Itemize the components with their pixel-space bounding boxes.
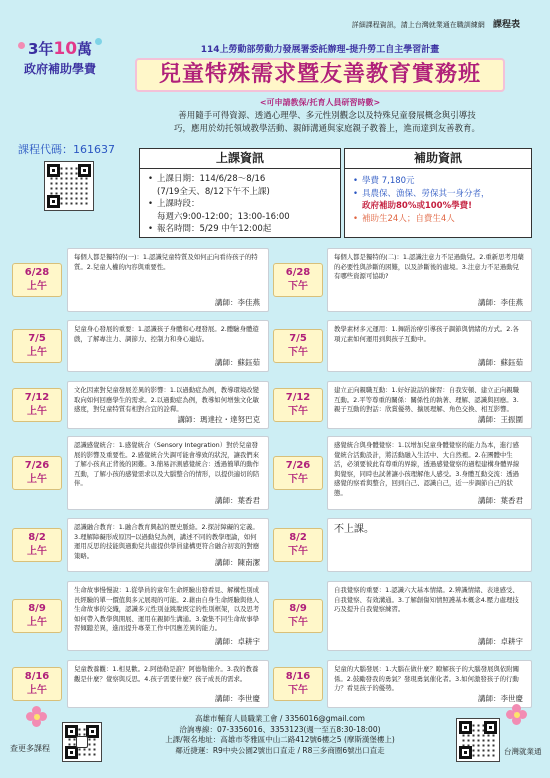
session-card-am bbox=[67, 660, 269, 708]
session-card-am bbox=[67, 320, 269, 372]
quota: • 補助生24人；自費生4人 bbox=[353, 213, 523, 226]
lecturer-name: 講師：蘇鈺茹 bbox=[215, 357, 260, 367]
signup-qr-code[interactable] bbox=[44, 161, 94, 211]
more-courses-qr-code[interactable] bbox=[62, 722, 102, 762]
subsidy-info-box bbox=[344, 148, 532, 238]
session-content: 自我覺察的重要：1.認識六大基本情緒。2.辨識情緒、表達感受、自我覺察、有效溝通。3.了解創傷知情照護基本概念4.壓力處理技巧及提升自我覺察練習。 bbox=[334, 586, 519, 613]
subsidy-line2: 政府補助學費 bbox=[23, 62, 96, 76]
class-date-note: (7/19全天、8/12下午不上課) bbox=[157, 186, 270, 197]
date-am bbox=[12, 599, 62, 633]
session-content: 每個人都是獨特的(一)：1.認識兒童特質及如何正向看待孩子的特質。2.兒童人權的內容與重要性。 bbox=[74, 253, 258, 271]
date-am bbox=[12, 263, 62, 297]
session-card-pm bbox=[327, 320, 532, 372]
date-am bbox=[12, 329, 62, 363]
class-date: • 上課日期：114/6/28～8/16 bbox=[148, 173, 332, 186]
date-pm bbox=[273, 599, 323, 633]
lecturer-name: 講師：李世慶 bbox=[215, 693, 260, 703]
session-card-pm bbox=[327, 381, 532, 429]
date-label: 8/2 bbox=[289, 532, 307, 543]
lecturer-name: 講師：葉香君 bbox=[478, 495, 523, 505]
session-card-pm bbox=[327, 660, 532, 708]
page-title: 兒童特殊需求暨友善教育實務班 bbox=[135, 58, 505, 92]
date-label: 6/28 bbox=[285, 267, 311, 278]
session-content: 兒童教養觀：1.相見歡。2.阿德勒是誰？阿德勒簡介。3.我的教養觀是什麼？覺察與反思。4.孩子需要什麼？孩子成長的需求。 bbox=[74, 665, 259, 683]
date-label: 7/12 bbox=[285, 392, 311, 403]
tuition-fee: • 學費 7,180元 bbox=[353, 175, 523, 188]
period-label: 上午 bbox=[27, 617, 47, 628]
date-pm bbox=[273, 456, 323, 490]
date-am bbox=[12, 456, 62, 490]
period-label: 上午 bbox=[27, 546, 47, 557]
session-card-am bbox=[67, 436, 269, 510]
session-content: 每個人都是獨特的(二)：1.認識注意力不足過動兒。2.重新思考用藥的必要性與診斷的困難，以及診斷後的處境。3.注意力不足過動兒有哪些資源可協助? bbox=[334, 253, 524, 280]
class-info-box bbox=[139, 148, 341, 238]
session-content: 生命故事慢慢說：1.從學員的童年生命經驗出發看見、解構性別成長經驗的單一價值與多元展現的可能。2.藉由自身生命經驗與他人生命故事的交織，認識多元性別並跳脫既定的性別框架，以及思考如何帶入教學與開展、運用在親師生溝通。3.彙集不同生命故事學習傾聽差異，進而提升專業工作中因應差異的能力。 bbox=[74, 586, 260, 632]
session-card-pm bbox=[327, 581, 532, 651]
lecturer-name: 講師：陳南潔 bbox=[215, 557, 260, 567]
date-pm bbox=[273, 667, 323, 701]
period-label: 上午 bbox=[27, 406, 47, 417]
lecturer-name: 講師：李佳燕 bbox=[478, 297, 523, 307]
subsidy-info-header: 補助資訊 bbox=[345, 149, 531, 169]
footer-transit: 鄰近捷運：R9中央公園2號出口直走 / R8三多商圈6號出口直走 bbox=[175, 745, 385, 755]
lecturer-name: 講師：李世慶 bbox=[478, 693, 523, 703]
session-content: 兒童的大腦發展：1.大腦在做什麼？瞭解孩子的大腦發展與依附關係。2.鼓勵發我的勇氣？發現勇氣催化者。3.如何激發孩子的行動力？看見孩子的優勢。 bbox=[334, 665, 520, 692]
date-label: 7/5 bbox=[28, 333, 46, 344]
eligibility: • 具農保、漁保、勞保其一身分者， bbox=[353, 188, 523, 201]
flower-decoration-icon bbox=[506, 704, 528, 726]
session-card-am bbox=[67, 518, 269, 572]
more-courses-label: 查更多課程 bbox=[10, 744, 50, 753]
decor-dot-icon bbox=[95, 38, 102, 45]
top-note-text: 詳細課程資訊，請上台灣就業通在職訓練網 bbox=[351, 21, 485, 29]
plan-line: 114上勞動部勞動力發展署委託辦理-提升勞工自主學習計畫 bbox=[200, 45, 440, 55]
subsidy-badge bbox=[14, 38, 106, 77]
course-description: 善用隨手可得資源、透過心理學、多元性別觀念以及特殊兒童發展概念與引導技 巧，應用於幼托領域教學活動、親師溝通與家庭親子教養上，進而達到友善教育。 bbox=[173, 111, 480, 134]
session-card-am bbox=[67, 248, 269, 312]
footer-phone: 洽詢專線：07-3356016、3353123(週一至五8:30-18:00) bbox=[179, 724, 381, 734]
course-code: 課程代碼：161637 bbox=[18, 143, 115, 156]
period-label: 上午 bbox=[27, 474, 47, 485]
date-pm bbox=[273, 263, 323, 297]
session-card-pm bbox=[327, 248, 532, 312]
date-pm bbox=[273, 528, 323, 562]
date-pm bbox=[273, 329, 323, 363]
period-label: 上午 bbox=[27, 685, 47, 696]
class-info-header: 上課資訊 bbox=[140, 149, 340, 169]
session-card-pm bbox=[327, 518, 532, 572]
lecturer-name: 講師：瑪達拉・達努巴克 bbox=[177, 414, 260, 424]
period-label: 上午 bbox=[27, 347, 47, 358]
period-label: 下午 bbox=[288, 347, 308, 358]
date-label: 8/9 bbox=[28, 603, 46, 614]
session-content: 不上課。 bbox=[334, 524, 374, 535]
session-content: 兒童身心發展的重要：1.認識孩子身體和心理發展。2.體驗身體遊戲，了解專注力、調節力、控制力和身心連結。 bbox=[74, 325, 259, 343]
date-label: 7/26 bbox=[285, 460, 311, 471]
date-pm bbox=[273, 388, 323, 422]
date-label: 7/5 bbox=[289, 333, 307, 344]
lecturer-name: 講師：葉香君 bbox=[215, 495, 260, 505]
subsidy-info-list bbox=[345, 169, 531, 229]
period-label: 下午 bbox=[288, 474, 308, 485]
footer-address: 上課/報名地址：高雄市苓雅區中山二路412號6樓之5 (摩斯漢堡樓上) bbox=[165, 735, 395, 744]
hours-note: <可申請教保/托育人員研習時數> bbox=[259, 98, 381, 107]
footer-contact bbox=[130, 714, 430, 756]
session-content: 認識融合教育：1.融合教育興起的歷史脈絡。2.探討障礙的定義。3.理解障礙形成原因─以過動兒為例，講述不同的教學理論，如何運用反思的技能與過動兒共處提供學員建構更符合融合初衷的對應策略。 bbox=[74, 523, 260, 560]
footer-org: 高雄市輔育人員職業工會 / 3356016@gmail.com bbox=[195, 714, 365, 723]
date-label: 7/12 bbox=[24, 392, 50, 403]
decor-dot-icon bbox=[18, 42, 25, 49]
lecturer-name: 講師：卓耕宇 bbox=[215, 636, 260, 646]
session-card-am bbox=[67, 381, 269, 429]
session-content: 建立正向親職互動：1.好好說話的練習：自我安頓、建立正向親職互動。2.平等尊重的關係：關係性的執著、理解、認識與回應。3.親子互動的對話：欣賞優勢、擴展理解、角色交換、相互影響。 bbox=[334, 386, 520, 413]
subsidy-rate: 政府補助80%或100%學費! bbox=[362, 201, 472, 211]
lecturer-name: 講師：蘇鈺茹 bbox=[478, 357, 523, 367]
period-label: 下午 bbox=[288, 281, 308, 292]
session-card-am bbox=[67, 581, 269, 651]
session-content: 教學素材多元運用：1.舞蹈治療引導孩子調節與情緒的方式。2.各項元素如何運用到與孩子互動中。 bbox=[334, 325, 519, 343]
lecturer-name: 講師：卓耕宇 bbox=[478, 636, 523, 646]
period-label: 下午 bbox=[288, 546, 308, 557]
date-label: 8/9 bbox=[289, 603, 307, 614]
date-label: 8/16 bbox=[24, 671, 50, 682]
signup-time: • 報名時間：5/29 中午12:00起 bbox=[148, 223, 332, 236]
date-am bbox=[12, 388, 62, 422]
period-label: 下午 bbox=[288, 617, 308, 628]
class-time: 每週六9:00-12:00；13:00-16:00 bbox=[157, 211, 290, 222]
taiwan-jobs-qr-code[interactable] bbox=[456, 718, 500, 762]
top-note bbox=[0, 17, 520, 30]
date-label: 6/28 bbox=[24, 267, 50, 278]
date-label: 7/26 bbox=[24, 460, 50, 471]
lecturer-name: 講師：李佳燕 bbox=[215, 297, 260, 307]
taiwan-jobs-label: 台灣就業通 bbox=[504, 747, 542, 756]
flower-decoration-icon bbox=[26, 706, 48, 728]
class-info-list bbox=[140, 169, 340, 240]
session-content: 認識感覺統合：1.感覺統合（Sensory Integration）對於兒童發展的影響及重要性。2.感覺統合失調可能會導致的狀況，讓我們來了解小孩真正背後的困難。3.簡易評測感覺統合：透過簡單的動作互動，了解小孩的感覺需求以及大腦整合的情形，以提供適切的陪伴。 bbox=[74, 441, 260, 487]
date-label: 8/16 bbox=[285, 671, 311, 682]
top-note-tag: 課程表 bbox=[492, 20, 520, 30]
date-label: 8/2 bbox=[28, 532, 46, 543]
date-am bbox=[12, 667, 62, 701]
date-am bbox=[12, 528, 62, 562]
class-time-label: • 上課時段： bbox=[148, 198, 332, 211]
period-label: 下午 bbox=[288, 685, 308, 696]
period-label: 上午 bbox=[27, 281, 47, 292]
session-card-pm bbox=[327, 436, 532, 510]
lecturer-name: 講師：王振圍 bbox=[478, 414, 523, 424]
session-content: 感覺統合與身體覺察：1.以增加兒童身體覺察的能力為本，進行感覺統合活動設計，將活動融入生活中、大自然裡。2.在團體中生活，必須要彼此有尊重的界線，透過感覺覺察的過程建構身體界線與覺察，同時也試著讓小孩理解他人感受。3.身體互動交流：透過感覺的察看與整合，回到自己、認識自己，近一步調節自己的狀態。 bbox=[334, 441, 520, 497]
period-label: 下午 bbox=[288, 406, 308, 417]
subsidy-line1: 3年10萬 bbox=[27, 39, 93, 59]
session-content: 文化因素對兒童發展差異的影響：1.以過動症為例，教導環境改變取向如何回應學生的需求。2.以過動症為例，教導如何增強文化敏感度，對兒童特質有相對合宜的詮釋。 bbox=[74, 386, 260, 413]
